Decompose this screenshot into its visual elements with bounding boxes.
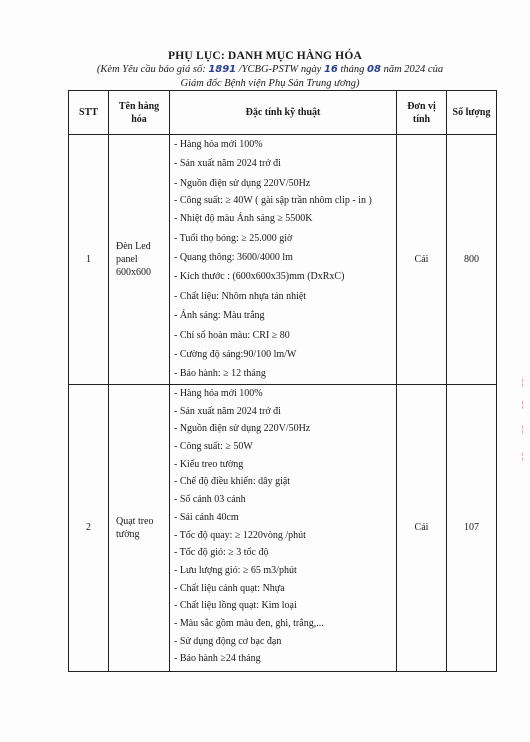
header-spec: Đặc tính kỹ thuật [170,91,397,135]
spec-line: - Sản xuất năm 2024 trở đi [174,158,281,170]
table-row [69,384,497,671]
table-row [69,135,497,385]
spec-line: - Bảo hành: ≥ 12 tháng [174,368,266,380]
row-stt: 2 [69,384,109,671]
spec-line: - Nhiệt độ màu Ánh sáng ≥ 5500K [174,213,313,225]
subtitle-part-c: tháng [340,64,365,75]
subtitle-part-a: (Kèm Yêu cầu báo giá số: [96,64,206,75]
document-title: PHỤ LỤC: DANH MỤC HÀNG HÓA [168,50,362,62]
spec-line: - Chất liệu lồng quạt: Kim loại [174,600,297,612]
spec-line: - Nguồn điện sử dụng 220V/50Hz [174,423,311,435]
row-name: Quạt treo tường [109,384,170,671]
spec-line: - Số cánh 03 cánh [174,494,246,506]
handwritten-day: 16 [323,64,338,75]
spec-line: - Cường độ sáng:90/100 lm/W [174,349,297,361]
spec-line: - Công suất: ≥ 40W ( gài sập trần nhôm clip - in ) [174,195,372,207]
margin-mark: ¦ [520,452,524,462]
row-unit: Cái [397,135,447,385]
header-stt: STT [69,91,109,135]
spec-line: - Chất liệu: Nhôm nhựa tản nhiệt [174,290,307,302]
margin-mark: ¦ [520,400,524,410]
handwritten-doc-number: 1891 [208,64,237,75]
header-unit: Đơn vị tính [397,91,447,135]
table-header-row [69,91,497,135]
spec-line: - Quang thông: 3600/4000 lm [174,252,293,264]
subtitle-line-2: Giám đốc Bệnh viện Phụ Sản Trung ương) [180,78,360,89]
spec-line: - Màu sắc gồm màu đen, ghi, trắng,... [174,618,324,630]
margin-mark: ¦ [520,425,524,435]
row-qty: 800 [447,135,497,385]
spec-line: - Tốc độ gió: ≥ 3 tốc độ [174,547,269,559]
header-name: Tên hàng hóa [109,91,170,135]
header-qty: Số lượng [447,91,497,135]
spec-line: - Tuổi thọ bóng: ≥ 25.000 giờ [174,232,293,244]
subtitle-part-b: /YCBG-PSTW ngày [238,64,322,75]
spec-line: - Nguồn điện sử dụng 220V/50Hz [174,177,311,189]
row-qty: 107 [447,384,497,671]
handwritten-month: 08 [367,64,381,75]
row-name: Đèn Led panel 600x600 [109,135,170,385]
spec-line: - Lưu lượng gió: ≥ 65 m3/phút [174,564,297,576]
spec-line: - Hàng hóa mới 100% [174,387,263,399]
row-specs [170,384,397,671]
spec-line: - Ánh sáng: Màu trắng [174,310,265,322]
row-specs [170,135,397,385]
spec-line: - Bảo hành ≥24 tháng [174,653,261,665]
spec-line: - Chế độ điều khiển: dây giật [174,476,291,488]
spec-line: - Kiểu treo tường [174,458,244,470]
spec-line: - Chỉ số hoàn màu: CRI ≥ 80 [174,329,290,341]
spec-line: - Sản xuất năm 2024 trở đi [174,405,281,417]
spec-line: - Tốc độ quay: ≥ 1220vòng /phút [174,529,306,541]
row-stt: 1 [69,135,109,385]
spec-line: - Công suất: ≥ 50W [174,440,253,452]
row-unit: Cái [397,384,447,671]
margin-mark: ¦ [520,378,524,388]
subtitle-line-1 [60,64,480,75]
spec-line: - Chất liệu cánh quạt: Nhựa [174,582,285,594]
subtitle-part-d: năm 2024 của [383,64,444,75]
spec-line: - Hàng hóa mới 100% [174,139,263,150]
goods-table [68,90,497,672]
spec-line: - Kích thước : (600x600x35)mm (DxRxC) [174,271,345,283]
spec-line: - Sử dụng động cơ bạc đạn [174,635,282,647]
spec-line: - Sải cánh 40cm [174,511,239,523]
